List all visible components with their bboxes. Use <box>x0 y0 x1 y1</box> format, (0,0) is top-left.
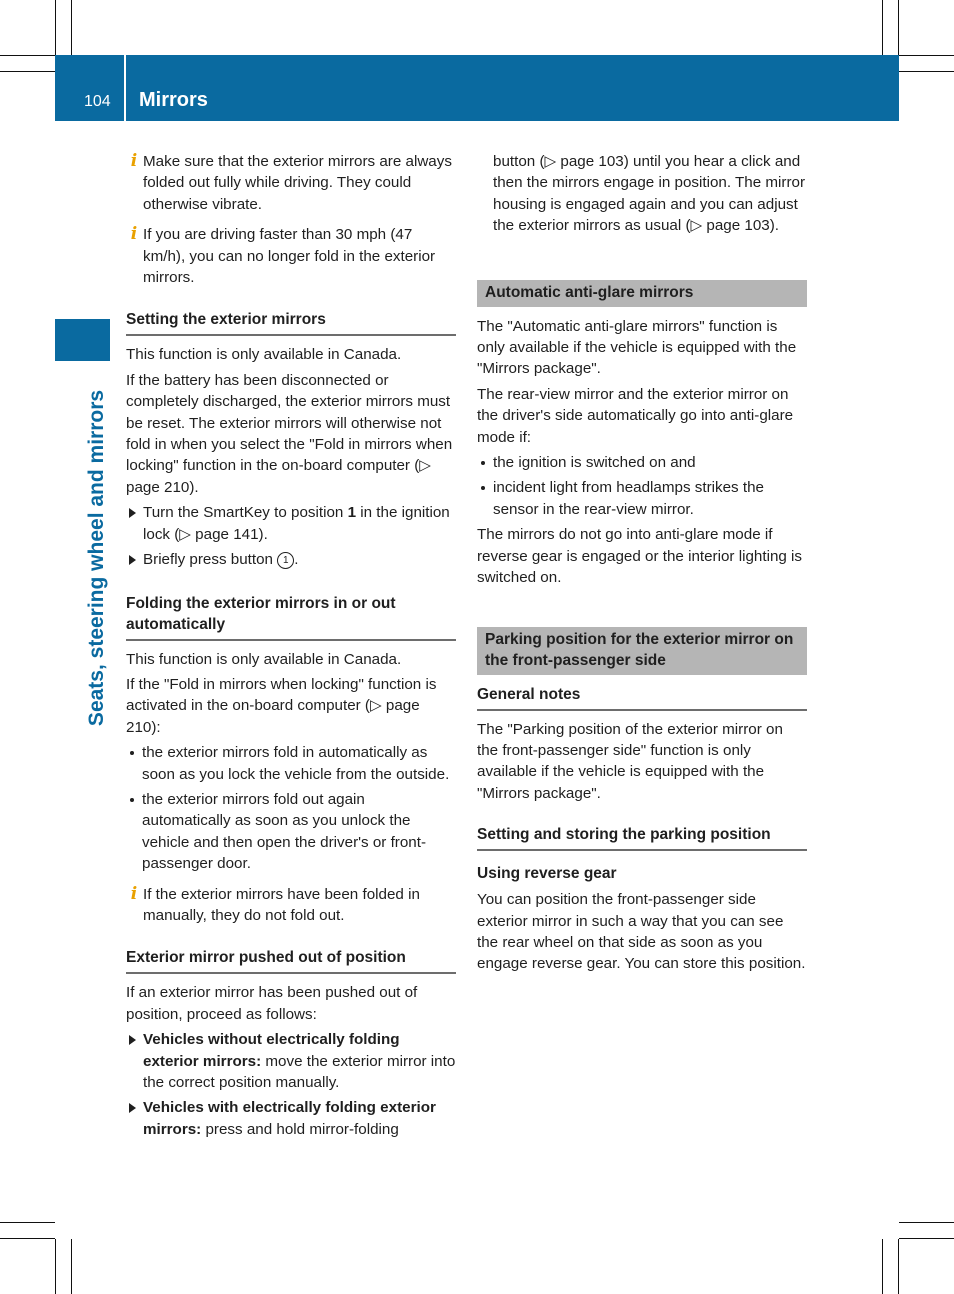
crop-mark <box>55 0 56 55</box>
instruction-step <box>126 549 456 570</box>
instruction-step <box>126 502 456 545</box>
bullet-icon <box>481 486 485 490</box>
note-text: If you are driving faster than 30 mph (47 km/h), you can no longer fold in the exterior mirrors. <box>143 226 436 287</box>
page-number: 104 <box>84 93 111 110</box>
right-column <box>477 151 807 979</box>
list-item <box>126 789 456 875</box>
paragraph: The rear-view mirror and the exterior mirror on the driver's side automatically go into anti-glare mode if: <box>477 385 794 446</box>
step-arrow-icon <box>129 508 136 518</box>
crop-mark <box>882 1239 883 1294</box>
instruction-step <box>126 1029 456 1093</box>
section-heading: Setting the exterior mirrors <box>126 309 456 336</box>
paragraph: The "Parking position of the exterior mirror on the front-passenger side" function is only available if the vehicle is equipped with the "Mirrors package". <box>477 720 783 802</box>
crop-mark <box>899 1222 954 1223</box>
bullet-icon <box>481 461 485 465</box>
instruction-step <box>126 1097 456 1140</box>
list-item-text: the ignition is switched on and <box>493 454 696 472</box>
paragraph: If an exterior mirror has been pushed out of position, proceed as follows: <box>126 984 418 1023</box>
paragraph: If the battery has been disconnected or completely discharged, the exterior mirrors must be reset. The exterior mirrors will otherwise not fold in when you select the "Fold in mirrors when locking" function in the on-board computer (▷ page 210). <box>126 371 453 496</box>
crop-mark <box>55 1239 56 1294</box>
list-item <box>477 452 807 473</box>
step-text: move the exterior mirror into the correct position manually. <box>143 1052 456 1091</box>
step-arrow-icon <box>129 555 136 565</box>
header-divider <box>124 55 126 121</box>
paragraph: This function is only available in Canada. <box>126 346 402 364</box>
crop-mark <box>899 71 954 72</box>
subsection-heading: General notes <box>477 684 807 711</box>
subsection-heading: Using reverse gear <box>477 865 617 883</box>
crop-mark <box>899 55 954 56</box>
list-item-text: the exterior mirrors fold in automatically as soon as you lock the vehicle from the outside. <box>142 744 450 783</box>
section-heading: Parking position for the exterior mirror on the front-passenger side <box>477 627 807 675</box>
page-title: Mirrors <box>139 89 208 111</box>
info-note <box>126 151 456 215</box>
step-arrow-icon <box>129 1035 136 1045</box>
paragraph: If the "Fold in mirrors when locking" function is activated in the on-board computer (▷ page 210): <box>126 675 437 736</box>
list-item-text: the exterior mirrors fold out again automatically as soon as you unlock the vehicle and then open the driver's or front-passenger door. <box>142 790 427 873</box>
info-icon: i <box>130 883 138 904</box>
paragraph: The "Automatic anti-glare mirrors" function is only available if the vehicle is equipped with the "Mirrors package". <box>477 317 797 378</box>
left-column <box>126 151 456 1144</box>
crop-mark <box>882 0 883 55</box>
chapter-tab <box>55 319 110 361</box>
crop-mark <box>899 1238 954 1239</box>
info-icon: i <box>130 224 138 245</box>
bullet-icon <box>130 798 134 802</box>
crop-mark <box>898 1239 899 1294</box>
info-icon: i <box>130 151 138 171</box>
paragraph: button (▷ page 103) until you hear a click and then the mirrors engage in position. The mirror housing is engaged again and you can adjust the exterior mirrors as usual (▷ page 103). <box>493 153 806 235</box>
crop-mark <box>71 0 72 55</box>
note-text: Make sure that the exterior mirrors are always folded out fully while driving. They could otherwise vibrate. <box>143 153 452 213</box>
info-note <box>126 224 456 288</box>
crop-mark <box>0 1238 55 1239</box>
step-text: Briefly press button <box>143 551 278 569</box>
crop-mark <box>0 71 55 72</box>
crop-mark <box>0 1222 55 1223</box>
circled-number-icon: 1 <box>277 552 294 569</box>
paragraph: You can position the front-passenger side exterior mirror in such a way that you can see the rear wheel on that side as soon as you engage reverse gear. You can store this position. <box>477 891 806 973</box>
crop-mark <box>898 0 899 55</box>
info-note <box>126 884 456 927</box>
step-label: Vehicles without electrically folding exterior mirrors: <box>143 1031 400 1070</box>
crop-mark <box>71 1239 72 1294</box>
paragraph: This function is only available in Canada. <box>126 650 402 668</box>
step-label: Vehicles with electrically folding exterior mirrors: <box>143 1099 436 1138</box>
section-heading: Folding the exterior mirrors in or out automatically <box>126 593 456 641</box>
step-text: . <box>294 551 299 569</box>
section-heading: Automatic anti-glare mirrors <box>477 280 807 307</box>
step-text: Turn the SmartKey to position <box>143 504 348 522</box>
note-text: If the exterior mirrors have been folded in manually, they do not fold out. <box>143 885 420 924</box>
step-text: press and hold mirror-folding <box>201 1120 399 1138</box>
step-text: in the ignition lock (▷ page 141). <box>143 504 450 543</box>
position-number: 1 <box>347 504 357 522</box>
list-item <box>477 477 807 520</box>
crop-mark <box>0 55 55 56</box>
list-item <box>126 742 456 785</box>
section-heading: Exterior mirror pushed out of position <box>126 947 456 974</box>
subsection-heading: Setting and storing the parking position <box>477 824 807 851</box>
chapter-label: Seats, steering wheel and mirrors <box>85 389 108 727</box>
bullet-icon <box>130 751 134 755</box>
step-arrow-icon <box>129 1103 136 1113</box>
paragraph: The mirrors do not go into anti-glare mode if reverse gear is engaged or the interior lighting is switched on. <box>477 526 803 587</box>
list-item-text: incident light from headlamps strikes the sensor in the rear-view mirror. <box>493 479 764 518</box>
